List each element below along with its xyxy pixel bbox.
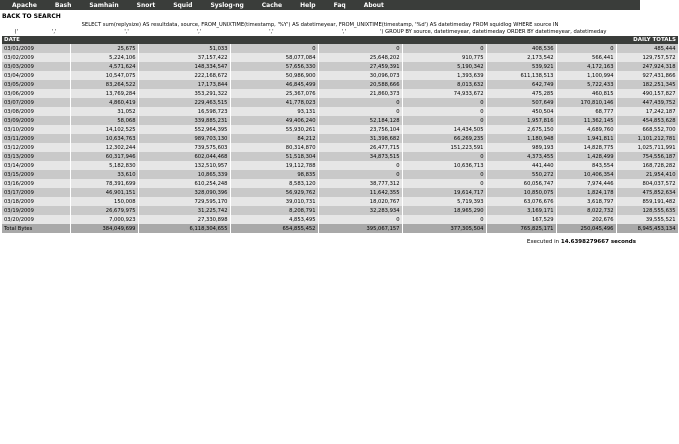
bytes-cell: 642,749 xyxy=(486,80,556,89)
bytes-cell: 68,777 xyxy=(556,107,616,116)
daily-total-cell: 668,552,700 xyxy=(616,125,678,134)
date-cell: 03/20/2009 xyxy=(2,215,70,224)
bytes-cell: 56,929,762 xyxy=(230,188,318,197)
bytes-cell: 0 xyxy=(556,44,616,53)
bytes-cell: 84,212 xyxy=(230,134,318,143)
bytes-cell: 339,885,231 xyxy=(138,116,230,125)
bytes-cell: 25,675 xyxy=(70,44,138,53)
menu-item-samhain[interactable]: Samhain xyxy=(89,1,119,9)
daily-total-cell: 454,853,628 xyxy=(616,116,678,125)
exec-prefix: Executed in xyxy=(526,239,560,245)
table-row xyxy=(2,53,678,62)
bytes-cell: 550,272 xyxy=(486,170,556,179)
bytes-cell: 450,504 xyxy=(486,107,556,116)
execution-time xyxy=(0,233,640,245)
table-row xyxy=(2,89,678,98)
bytes-cell: 66,269,235 xyxy=(402,134,486,143)
bytes-cell: 8,208,791 xyxy=(230,206,318,215)
query-quote: ',' xyxy=(269,29,274,35)
bytes-cell: 31,225,742 xyxy=(138,206,230,215)
bytes-cell: 63,076,676 xyxy=(486,197,556,206)
bytes-cell: 5,719,393 xyxy=(402,197,486,206)
total-cell: 654,855,452 xyxy=(230,224,318,233)
bytes-cell: 0 xyxy=(402,179,486,188)
menu-item-bash[interactable]: Bash xyxy=(54,1,72,9)
bytes-cell: 1,393,639 xyxy=(402,71,486,80)
daily-total-cell: 17,242,187 xyxy=(616,107,678,116)
bytes-cell: 25,367,076 xyxy=(230,89,318,98)
bytes-cell: 41,778,023 xyxy=(230,98,318,107)
bytes-cell: 4,853,495 xyxy=(230,215,318,224)
bytes-cell: 729,595,170 xyxy=(138,197,230,206)
bytes-cell: 21,860,373 xyxy=(318,89,402,98)
date-cell: 03/08/2009 xyxy=(2,107,70,116)
date-cell: 03/17/2009 xyxy=(2,188,70,197)
bytes-cell: 38,777,312 xyxy=(318,179,402,188)
bytes-cell: 18,965,290 xyxy=(402,206,486,215)
bytes-cell: 33,610 xyxy=(70,170,138,179)
bytes-cell: 20,588,666 xyxy=(318,80,402,89)
menu-item-cache[interactable]: Cache xyxy=(261,1,283,9)
table-row xyxy=(2,125,678,134)
bytes-cell: 30,096,073 xyxy=(318,71,402,80)
table-row xyxy=(2,188,678,197)
date-cell: 03/05/2009 xyxy=(2,80,70,89)
total-label: Total Bytes xyxy=(2,224,70,233)
bytes-cell: 27,459,391 xyxy=(318,62,402,71)
bytes-cell: 5,182,830 xyxy=(70,161,138,170)
daily-total-cell: 927,431,866 xyxy=(616,71,678,80)
bytes-cell: 8,022,732 xyxy=(556,206,616,215)
bytes-cell: 10,547,075 xyxy=(70,71,138,80)
table-row xyxy=(2,44,678,53)
date-cell: 03/16/2009 xyxy=(2,179,70,188)
bytes-cell: 150,008 xyxy=(70,197,138,206)
bytes-cell: 0 xyxy=(402,107,486,116)
bytes-cell: 460,815 xyxy=(556,89,616,98)
date-cell: 03/02/2009 xyxy=(2,53,70,62)
bytes-cell: 552,964,395 xyxy=(138,125,230,134)
bytes-cell: 10,865,339 xyxy=(138,170,230,179)
exec-time-value: 14.6398279667 seconds xyxy=(560,239,636,245)
bytes-cell: 52,184,128 xyxy=(318,116,402,125)
date-cell: 03/10/2009 xyxy=(2,125,70,134)
bytes-cell: 328,090,396 xyxy=(138,188,230,197)
bytes-cell: 610,254,248 xyxy=(138,179,230,188)
table-header-row xyxy=(2,36,678,44)
table-row xyxy=(2,161,678,170)
bytes-cell: 27,330,898 xyxy=(138,215,230,224)
bytes-cell: 4,860,419 xyxy=(70,98,138,107)
bytes-cell: 0 xyxy=(318,215,402,224)
bytes-cell: 60,056,747 xyxy=(486,179,556,188)
bytes-cell: 14,102,525 xyxy=(70,125,138,134)
bytes-cell: 5,224,106 xyxy=(70,53,138,62)
bytes-cell: 14,828,775 xyxy=(556,143,616,152)
total-cell: 8,945,453,134 xyxy=(616,224,678,233)
bytes-cell: 148,334,547 xyxy=(138,62,230,71)
daily-total-cell: 804,037,572 xyxy=(616,179,678,188)
bytes-cell: 0 xyxy=(318,161,402,170)
bytes-cell: 167,529 xyxy=(486,215,556,224)
bytes-cell: 83,264,522 xyxy=(70,80,138,89)
bytes-cell: 78,391,699 xyxy=(70,179,138,188)
bytes-cell: 0 xyxy=(318,170,402,179)
header-date: DATE xyxy=(2,36,70,44)
bytes-cell: 14,434,505 xyxy=(402,125,486,134)
bytes-cell: 0 xyxy=(402,170,486,179)
bytes-cell: 441,440 xyxy=(486,161,556,170)
header-source-2 xyxy=(138,36,230,44)
bytes-cell: 19,614,717 xyxy=(402,188,486,197)
table-row xyxy=(2,206,678,215)
bytes-cell: 51,033 xyxy=(138,44,230,53)
bytes-cell: 46,845,499 xyxy=(230,80,318,89)
bytes-cell: 16,598,723 xyxy=(138,107,230,116)
bytes-cell: 12,302,244 xyxy=(70,143,138,152)
table-row xyxy=(2,134,678,143)
table-row xyxy=(2,80,678,89)
bytes-cell: 26,679,975 xyxy=(70,206,138,215)
menu-item-help[interactable]: Help xyxy=(300,1,316,9)
daily-total-cell: 1,101,212,781 xyxy=(616,134,678,143)
bytes-cell: 3,169,171 xyxy=(486,206,556,215)
bytes-cell: 8,583,120 xyxy=(230,179,318,188)
bytes-cell: 10,850,075 xyxy=(486,188,556,197)
bytes-cell: 51,518,304 xyxy=(230,152,318,161)
bytes-cell: 26,477,715 xyxy=(318,143,402,152)
menu-item-apache[interactable]: Apache xyxy=(12,1,37,9)
sql-query-line-1: SELECT sum(replysize) AS resultdata, source, FROM_UNIXTIME(timestamp, '%Y') AS datetimeyear, FROM_UNIXTIME(timestamp, '%d') AS datetimeday FROM squidlog WHERE source IN xyxy=(81,22,559,28)
query-quote: ',' xyxy=(196,29,202,35)
bytes-cell: 1,100,994 xyxy=(556,71,616,80)
daily-total-cell: 1,025,711,991 xyxy=(616,143,678,152)
bytes-cell: 37,157,422 xyxy=(138,53,230,62)
bytes-cell: 1,180,948 xyxy=(486,134,556,143)
bytes-cell: 11,642,355 xyxy=(318,188,402,197)
bytes-cell: 18,020,767 xyxy=(318,197,402,206)
query-quote: ',' xyxy=(51,29,57,35)
bytes-cell: 98,835 xyxy=(230,170,318,179)
bytes-cell: 0 xyxy=(402,152,486,161)
table-row xyxy=(2,170,678,179)
total-cell: 250,045,496 xyxy=(556,224,616,233)
header-source-1 xyxy=(70,36,138,44)
bytes-cell: 1,941,811 xyxy=(556,134,616,143)
bytes-cell: 11,362,145 xyxy=(556,116,616,125)
bytes-cell: 13,769,284 xyxy=(70,89,138,98)
bytes-cell: 989,703,130 xyxy=(138,134,230,143)
bytes-cell: 19,112,788 xyxy=(230,161,318,170)
bytes-cell: 1,957,816 xyxy=(486,116,556,125)
bytes-cell: 0 xyxy=(402,44,486,53)
daily-total-cell: 247,924,318 xyxy=(616,62,678,71)
bytes-cell: 10,634,763 xyxy=(70,134,138,143)
daily-total-cell: 485,444 xyxy=(616,44,678,53)
bytes-cell: 475,285 xyxy=(486,89,556,98)
bytes-cell: 0 xyxy=(402,116,486,125)
bytes-cell: 0 xyxy=(318,98,402,107)
bytes-cell: 0 xyxy=(318,44,402,53)
bytes-cell: 57,656,330 xyxy=(230,62,318,71)
total-row xyxy=(2,224,678,233)
bytes-cell: 3,618,797 xyxy=(556,197,616,206)
date-cell: 03/07/2009 xyxy=(2,98,70,107)
bytes-cell: 39,010,731 xyxy=(230,197,318,206)
bytes-cell: 55,930,261 xyxy=(230,125,318,134)
date-cell: 03/18/2009 xyxy=(2,197,70,206)
table-row xyxy=(2,143,678,152)
bytes-cell: 202,676 xyxy=(556,215,616,224)
bytes-cell: 17,173,844 xyxy=(138,80,230,89)
bytes-cell: 0 xyxy=(230,44,318,53)
bytes-cell: 74,933,672 xyxy=(402,89,486,98)
daily-total-cell: 490,157,827 xyxy=(616,89,678,98)
bytes-cell: 132,510,957 xyxy=(138,161,230,170)
table-row xyxy=(2,197,678,206)
date-cell: 03/15/2009 xyxy=(2,170,70,179)
bytes-cell: 4,689,760 xyxy=(556,125,616,134)
bytes-cell: 34,873,515 xyxy=(318,152,402,161)
table-row xyxy=(2,62,678,71)
daily-total-cell: 859,191,482 xyxy=(616,197,678,206)
query-group-by: ') GROUP BY source, datetimeyear, datetimeday ORDER BY datetimeyear, datetimeday xyxy=(380,29,607,35)
bytes-cell: 5,190,342 xyxy=(402,62,486,71)
table-row xyxy=(2,215,678,224)
query-open-paren: (' xyxy=(14,29,18,35)
query-quote: ',' xyxy=(341,29,347,35)
bytes-cell: 611,138,513 xyxy=(486,71,556,80)
bytes-cell: 4,373,455 xyxy=(486,152,556,161)
date-cell: 03/12/2009 xyxy=(2,143,70,152)
bytes-cell: 353,291,322 xyxy=(138,89,230,98)
total-cell: 377,305,504 xyxy=(402,224,486,233)
bytes-cell: 0 xyxy=(402,215,486,224)
date-cell: 03/03/2009 xyxy=(2,62,70,71)
total-cell: 384,049,699 xyxy=(70,224,138,233)
results-table xyxy=(2,36,679,233)
bytes-cell: 739,575,603 xyxy=(138,143,230,152)
bytes-cell: 0 xyxy=(318,107,402,116)
date-cell: 03/13/2009 xyxy=(2,152,70,161)
bytes-cell: 8,013,632 xyxy=(402,80,486,89)
bytes-cell: 10,636,713 xyxy=(402,161,486,170)
date-cell: 03/06/2009 xyxy=(2,89,70,98)
back-to-search-link[interactable]: BACK TO SEARCH xyxy=(2,13,61,20)
bytes-cell: 58,068 xyxy=(70,116,138,125)
table-row xyxy=(2,179,678,188)
daily-total-cell: 128,555,635 xyxy=(616,206,678,215)
header-source-3 xyxy=(230,36,318,44)
bytes-cell: 507,649 xyxy=(486,98,556,107)
bytes-cell: 222,168,672 xyxy=(138,71,230,80)
bytes-cell: 60,317,946 xyxy=(70,152,138,161)
date-cell: 03/01/2009 xyxy=(2,44,70,53)
bytes-cell: 4,571,624 xyxy=(70,62,138,71)
bytes-cell: 80,314,870 xyxy=(230,143,318,152)
bytes-cell: 0 xyxy=(402,98,486,107)
bytes-cell: 31,398,682 xyxy=(318,134,402,143)
bytes-cell: 910,775 xyxy=(402,53,486,62)
date-cell: 03/11/2009 xyxy=(2,134,70,143)
bytes-cell: 25,648,202 xyxy=(318,53,402,62)
bytes-cell: 843,554 xyxy=(556,161,616,170)
daily-total-cell: 754,556,187 xyxy=(616,152,678,161)
bytes-cell: 539,921 xyxy=(486,62,556,71)
menu-item-squid[interactable]: Squid xyxy=(173,1,193,9)
bytes-cell: 93,131 xyxy=(230,107,318,116)
bytes-cell: 566,441 xyxy=(556,53,616,62)
daily-total-cell: 39,555,521 xyxy=(616,215,678,224)
header-source-5 xyxy=(402,36,486,44)
bytes-cell: 50,986,900 xyxy=(230,71,318,80)
daily-total-cell: 182,251,345 xyxy=(616,80,678,89)
daily-total-cell: 447,439,752 xyxy=(616,98,678,107)
date-cell: 03/14/2009 xyxy=(2,161,70,170)
bytes-cell: 7,000,923 xyxy=(70,215,138,224)
table-row xyxy=(2,152,678,161)
header-source-6 xyxy=(486,36,556,44)
bytes-cell: 32,283,934 xyxy=(318,206,402,215)
bytes-cell: 31,052 xyxy=(70,107,138,116)
sql-query-line-2 xyxy=(0,29,640,36)
table-row xyxy=(2,116,678,125)
bytes-cell: 58,077,084 xyxy=(230,53,318,62)
bytes-cell: 408,536 xyxy=(486,44,556,53)
date-cell: 03/09/2009 xyxy=(2,116,70,125)
total-cell: 6,118,304,655 xyxy=(138,224,230,233)
bytes-cell: 2,173,542 xyxy=(486,53,556,62)
bytes-cell: 170,810,146 xyxy=(556,98,616,107)
table-row xyxy=(2,71,678,80)
bytes-cell: 10,406,354 xyxy=(556,170,616,179)
date-cell: 03/19/2009 xyxy=(2,206,70,215)
bytes-cell: 4,172,163 xyxy=(556,62,616,71)
daily-total-cell: 168,728,282 xyxy=(616,161,678,170)
top-menu-bar xyxy=(0,0,640,10)
header-daily-totals: DAILY TOTALS xyxy=(556,36,678,44)
daily-total-cell: 475,852,634 xyxy=(616,188,678,197)
bytes-cell: 23,756,104 xyxy=(318,125,402,134)
table-row xyxy=(2,107,678,116)
bytes-cell: 1,824,178 xyxy=(556,188,616,197)
bytes-cell: 49,406,240 xyxy=(230,116,318,125)
bytes-cell: 2,675,150 xyxy=(486,125,556,134)
bytes-cell: 989,193 xyxy=(486,143,556,152)
menu-item-faq[interactable]: Faq xyxy=(333,1,346,9)
bytes-cell: 602,044,468 xyxy=(138,152,230,161)
total-cell: 395,067,157 xyxy=(318,224,402,233)
table-row xyxy=(2,98,678,107)
menu-item-snort[interactable]: Snort xyxy=(136,1,156,9)
bytes-cell: 229,463,515 xyxy=(138,98,230,107)
daily-total-cell: 129,757,572 xyxy=(616,53,678,62)
daily-total-cell: 21,954,410 xyxy=(616,170,678,179)
total-cell: 765,825,171 xyxy=(486,224,556,233)
menu-item-about[interactable]: About xyxy=(363,1,384,9)
bytes-cell: 7,974,446 xyxy=(556,179,616,188)
date-cell: 03/04/2009 xyxy=(2,71,70,80)
bytes-cell: 5,722,433 xyxy=(556,80,616,89)
query-source-list xyxy=(18,29,380,36)
query-quote: ',' xyxy=(124,29,129,35)
bytes-cell: 46,901,151 xyxy=(70,188,138,197)
menu-item-syslog-ng[interactable]: Syslog-ng xyxy=(210,1,244,9)
bytes-cell: 151,223,591 xyxy=(402,143,486,152)
bytes-cell: 1,428,499 xyxy=(556,152,616,161)
header-source-4 xyxy=(318,36,402,44)
